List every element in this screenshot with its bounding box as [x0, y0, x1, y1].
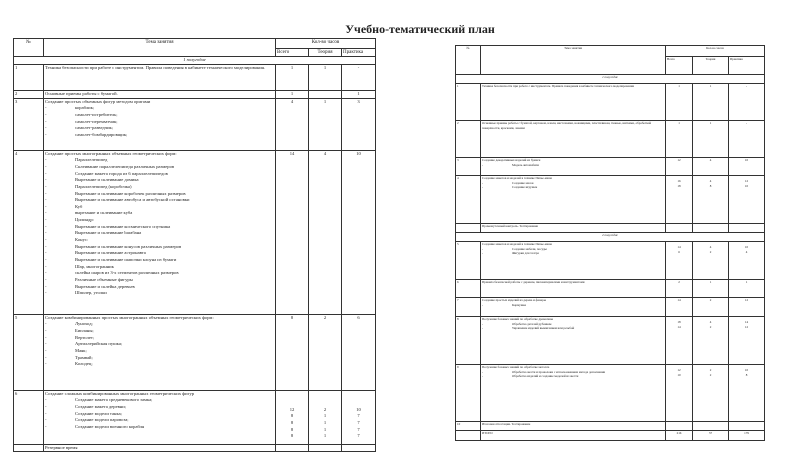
- row-number: 3: [14, 98, 44, 150]
- row-topic: [481, 317, 666, 365]
- section-label: 1 полугодие: [456, 75, 765, 84]
- row-number: 8: [456, 317, 481, 365]
- hours-theory: [693, 224, 729, 233]
- table-row: [14, 390, 376, 444]
- topic-item: - Вертолет;: [45, 335, 274, 342]
- table-row: [14, 444, 376, 452]
- hours-total: [666, 422, 693, 431]
- topic-title: Промежуточный контроль. Тестирование: [482, 224, 539, 228]
- row-topic: [481, 176, 666, 224]
- row-number: 6: [14, 390, 44, 444]
- topic-title: Техника безопасности при работе с инструментом. Правила поведения в кабинете технического моделирования: [482, 84, 634, 88]
- table-row: [456, 317, 765, 365]
- topic-item: - Создание игрушек: [482, 185, 664, 190]
- row-number: 6: [456, 280, 481, 298]
- hours-theory: [309, 90, 342, 98]
- row-topic: [481, 224, 666, 233]
- hours-total: [276, 444, 309, 452]
- topic-item: - Колодец;: [45, 361, 274, 368]
- topic-item: - вырезание и склеивание куба: [45, 210, 274, 217]
- table-row: [456, 158, 765, 176]
- row-topic: [44, 64, 276, 90]
- topic-item: - Создание масок: [482, 181, 664, 186]
- hours-total: 14: [666, 298, 693, 317]
- topic-item: - самолет-разведчик;: [45, 125, 274, 132]
- hours-practice: [342, 444, 376, 452]
- topic-item: - Вырезание и склеивание домика: [45, 177, 274, 184]
- hours-practice: 1: [342, 90, 376, 98]
- row-topic: [44, 150, 276, 314]
- hours-theory: 1: [309, 98, 342, 150]
- section-label: 2 полугодие: [456, 233, 765, 242]
- hours-theory: [309, 444, 342, 452]
- hours-practice: 10 7 7 7 7: [342, 390, 376, 444]
- hours-total: 1: [276, 64, 309, 90]
- row-number: 9: [456, 365, 481, 422]
- table-row: [456, 242, 765, 280]
- hours-practice: 6: [342, 314, 376, 390]
- topic-item: - Создание модели паровоза;: [45, 417, 274, 424]
- hours-total: 1: [666, 84, 693, 121]
- hours-total: 12 8 8 8 8: [276, 390, 309, 444]
- table-row: [456, 365, 765, 422]
- hours-practice: 179: [729, 431, 765, 441]
- row-number: 5: [14, 314, 44, 390]
- topic-title: Создание простых многогранных объемных геометрических форм:: [45, 150, 177, 156]
- topic-item: - Конус:: [45, 237, 274, 244]
- header-num: №: [14, 39, 44, 57]
- row-number: 1: [456, 84, 481, 121]
- topic-item: - Обработка жести и проволоки с использованием метода дополнения: [482, 370, 664, 375]
- topic-item: - самолет-перехватчик;: [45, 119, 274, 126]
- topic-item: - Модель автомобиля: [482, 163, 664, 168]
- topic-item: - Маяк;: [45, 348, 274, 355]
- topic-title: Создание декоративных изделий из бумаги: [482, 158, 541, 162]
- hours-total: 16 18: [666, 176, 693, 224]
- hours-practice: 10: [342, 150, 376, 314]
- topic-title: Создание простых изделий из дерева и фанеры: [482, 298, 546, 302]
- hours-total: 1: [666, 121, 693, 158]
- hours-total: 14: [276, 150, 309, 314]
- hours-theory: 2 1 1 1 1: [309, 390, 342, 444]
- row-topic: [44, 444, 276, 452]
- hours-total: 8: [276, 314, 309, 390]
- topic-title: Техника безопасности при работе с инструментом. Правила поведения в кабинете технического моделирования.: [45, 64, 266, 70]
- row-number: 3: [456, 158, 481, 176]
- topic-item: - Бипланы;: [45, 328, 274, 335]
- topic-item: - самолет-истребитель;: [45, 112, 274, 119]
- left-plan-table: [13, 38, 376, 452]
- row-number: [456, 431, 481, 441]
- hours-practice: 12 10: [729, 176, 765, 224]
- row-number: 2: [14, 90, 44, 98]
- topic-item: - Куб: [45, 204, 274, 211]
- topic-item: - Луноход;: [45, 321, 274, 328]
- hours-theory: 1: [693, 84, 729, 121]
- hours-total: 12 10: [666, 365, 693, 422]
- hours-total: 14 6: [666, 242, 693, 280]
- topic-item: - Вырезание и склеивание автобуса и автобусной остановки: [45, 197, 274, 204]
- header-topic: Тема занятия: [481, 46, 666, 75]
- topic-title: Создание комбинированных простых многогранных объемных геометрических форм:: [45, 314, 214, 320]
- topic-item: - Параллелепипед (коробочка): [45, 184, 274, 191]
- row-number: 4: [14, 150, 44, 314]
- table-row: [14, 64, 376, 90]
- topic-title: Создание макетов и моделей в технике Папье-маше: [482, 176, 553, 180]
- topic-title: Правила безопасной работы с деревом, пиломатериалами и инструментами: [482, 280, 585, 284]
- row-topic: [481, 422, 666, 431]
- table-row: [14, 98, 376, 150]
- row-topic: [481, 242, 666, 280]
- topic-item: - Создание мебели, посуды: [482, 247, 664, 252]
- topic-item: - Кормушка: [482, 303, 664, 308]
- table-row: [456, 84, 765, 121]
- header-total: Всего: [276, 49, 309, 57]
- row-topic: [481, 298, 666, 317]
- hours-theory: 4: [693, 158, 729, 176]
- row-topic: [481, 431, 666, 441]
- hours-theory: [693, 422, 729, 431]
- row-topic: [481, 121, 666, 158]
- row-number: 7: [456, 298, 481, 317]
- topic-item: - Вырезание и склеивание космического спутника: [45, 224, 274, 231]
- hours-total: 12: [666, 158, 693, 176]
- topic-item: - Шпилер, уголки: [45, 290, 274, 297]
- hours-theory: 37: [693, 431, 729, 441]
- row-topic: [481, 365, 666, 422]
- hours-theory: 1: [693, 121, 729, 158]
- hours-practice: -: [729, 84, 765, 121]
- row-number: 1: [14, 64, 44, 90]
- hours-total: 18 14: [666, 317, 693, 365]
- hours-theory: 4 2: [693, 242, 729, 280]
- topic-item: - Вырезание и склеивание шапочки клоуна из бумаги: [45, 257, 274, 264]
- topic-item: - Артиллерийская пушка;: [45, 341, 274, 348]
- header-theory: Теория: [693, 57, 729, 75]
- hours-practice: 1: [729, 280, 765, 298]
- hours-practice: 14 12: [729, 317, 765, 365]
- hours-total: 216: [666, 431, 693, 441]
- header-theory: Теория: [309, 49, 342, 57]
- hours-practice: 10: [729, 158, 765, 176]
- hours-total: 2: [666, 280, 693, 298]
- table-row: [456, 280, 765, 298]
- hours-practice: 12: [729, 298, 765, 317]
- row-topic: [44, 314, 276, 390]
- topic-title: Резервное время: [45, 444, 78, 450]
- hours-practice: 3: [342, 98, 376, 150]
- topic-item: - Вырезание и склеивание коробочек различных размеров: [45, 191, 274, 198]
- topic-item: - склейка шаров из 3-х сегментов различных размеров: [45, 270, 274, 277]
- table-row: [456, 121, 765, 158]
- topic-item: - Вырезание и склеивание конусов различных размеров: [45, 244, 274, 251]
- section-row: [14, 57, 376, 65]
- topic-item: - кораблик;: [45, 105, 274, 112]
- topic-item: - Склеивание параллелепипеда различных размеров: [45, 164, 274, 171]
- topic-item: - Украшение изделий выжиганием или резьбой: [482, 326, 664, 331]
- right-plan-table: [455, 45, 765, 441]
- topic-item: - самолет-бомбардировщик;: [45, 132, 274, 139]
- topic-title: Основные приемы работы с бумагой.: [45, 90, 118, 96]
- topic-item: - Обработка деталей рубанком: [482, 322, 664, 327]
- row-number: 2: [456, 121, 481, 158]
- hours-total: 1: [276, 90, 309, 98]
- table-row: [456, 176, 765, 224]
- topic-title: Создание макетов и моделей в технике Папье-маше: [482, 242, 553, 246]
- topic-item: - Создание модели танка;: [45, 411, 274, 418]
- row-topic: [481, 158, 666, 176]
- topic-item: - Фигурки для театра: [482, 251, 664, 256]
- row-number: 10: [456, 422, 481, 431]
- table-row: [456, 224, 765, 233]
- hours-practice: -: [342, 64, 376, 90]
- table-row: [456, 431, 765, 441]
- table-row: [14, 314, 376, 390]
- row-number: [456, 224, 481, 233]
- hours-theory: 2 2: [693, 365, 729, 422]
- header-practice: Практика: [342, 49, 376, 57]
- topic-item: - Цилиндр:: [45, 217, 274, 224]
- topic-item: - Трамвай;: [45, 355, 274, 362]
- hours-practice: [729, 422, 765, 431]
- row-topic: [481, 280, 666, 298]
- topic-title: ИТОГО: [482, 431, 493, 435]
- row-topic: [44, 90, 276, 98]
- hours-practice: [729, 224, 765, 233]
- hours-theory: 1: [309, 64, 342, 90]
- hours-theory: 4: [309, 150, 342, 314]
- table-row: [456, 422, 765, 431]
- row-number: [14, 444, 44, 452]
- topic-item: - Создание макета деревни;: [45, 404, 274, 411]
- topic-title: Получение базовых знаний по обработке древесины: [482, 317, 554, 321]
- topic-title: Получение базовых знаний по обработке металла: [482, 365, 550, 369]
- topic-item: - Параллелепипед: [45, 157, 274, 164]
- header-total: Всего: [666, 57, 693, 75]
- section-row: [456, 233, 765, 242]
- hours-practice: 10 8: [729, 365, 765, 422]
- hours-total: [666, 224, 693, 233]
- table-row: [14, 90, 376, 98]
- hours-total: 4: [276, 98, 309, 150]
- header-practice: Практика: [729, 57, 765, 75]
- hours-theory: 2: [693, 298, 729, 317]
- hours-theory: 1: [693, 280, 729, 298]
- row-topic: [44, 98, 276, 150]
- header-hours: Кол-во часов: [666, 46, 765, 57]
- topic-item: - Вырезание и склейка деревьев: [45, 284, 274, 291]
- hours-practice: -: [729, 121, 765, 158]
- row-topic: [44, 390, 276, 444]
- topic-item: - Вырезание и склеивание barабана: [45, 230, 274, 237]
- topic-item: - Вырезание и склеивание астронавта: [45, 250, 274, 257]
- header-num: №: [456, 46, 481, 75]
- row-number: 5: [456, 242, 481, 280]
- topic-title: Создание сложных комбинированных многогранных геометрических фигур: [45, 390, 195, 396]
- topic-item: - Шар, многогранник: [45, 264, 274, 271]
- page-title: Учебно-тематический план: [345, 22, 495, 36]
- row-topic: [481, 84, 666, 121]
- topic-item: - Создание модели военного корабля: [45, 424, 274, 431]
- hours-practice: 10 4: [729, 242, 765, 280]
- section-label: 1 полугодие: [14, 57, 376, 65]
- header-topic: Тема занятия: [44, 39, 276, 57]
- row-number: 4: [456, 176, 481, 224]
- hours-theory: 2: [309, 314, 342, 390]
- topic-item: - Обработка изделий и создание моделей из жести: [482, 374, 664, 379]
- topic-item: - Создание макета средневекового замка;: [45, 397, 274, 404]
- topic-title: Создание простых объемных фигур методом оригами: [45, 98, 151, 104]
- table-row: [456, 298, 765, 317]
- topic-item: - Различные объемные фигуры: [45, 277, 274, 284]
- section-row: [456, 75, 765, 84]
- hours-theory: 4 2: [693, 317, 729, 365]
- header-hours: Кол-во часов: [276, 39, 376, 49]
- topic-title: Итоговая аттестация. Тестирование: [482, 422, 531, 426]
- table-row: [14, 150, 376, 314]
- topic-title: Основные приемы работы с бумагой, картоном, клеем, кисточками, ножницами, пластилином, тканью, нитками, обработкой поверхности, красками, лаками: [482, 121, 652, 130]
- hours-theory: 4 8: [693, 176, 729, 224]
- topic-item: - Создание макета города из 6 параллелепипедов: [45, 171, 274, 178]
